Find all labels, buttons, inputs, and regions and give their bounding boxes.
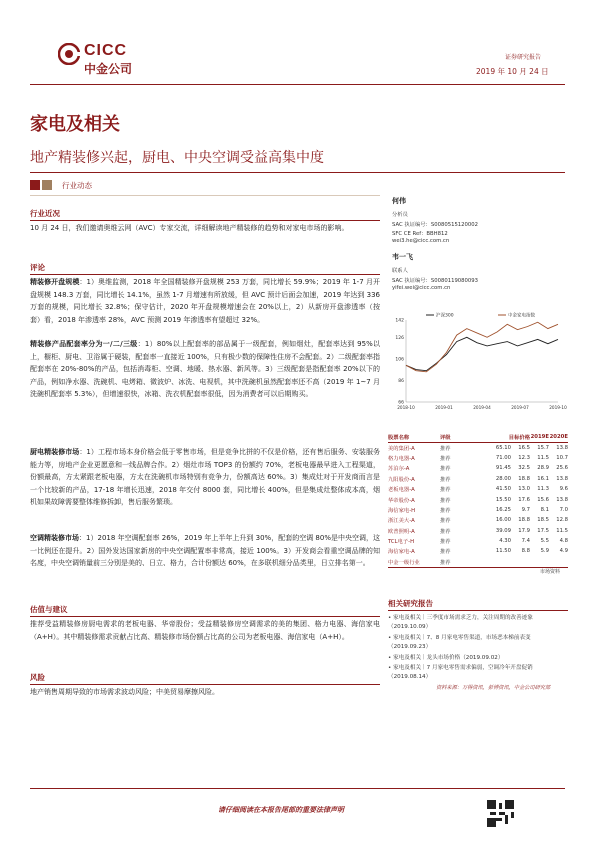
x-tick-label: 2019-10 [549, 405, 567, 410]
stock-name: 华帝股份-A [388, 497, 415, 504]
logo-text-cn: 中金公司 [84, 62, 133, 76]
table-cell: 推荐 [440, 487, 451, 494]
stock-name: 苏泊尔-A [388, 466, 410, 473]
section-paragraph: 厨电精装修市场：1）工程市场本身价格会低于零售市场，但是竞争比拼的不仅是价格，还有售后服务、安装服务能力等，房地产企业更愿意和一线品牌合作。2）烟灶市场 TOP3 的份额约 70%，老板电器最早进入工程渠道，份额最高，方太紧跟老板电器，方太在洗碗机市场特别有竞争力，份额高达 60%。3）集成灶对于开发商而言是一个比较新的产品，17-18 年增长迅速，2018 年交付 8000 套，同比增长 400%，但是集成灶整体成本高，烟机如果故障需要整体维修拆卸，售后服务繁琐。 [30, 448, 381, 507]
analyst-license: SAC 执证编号：S0080119080093 [392, 278, 479, 284]
stock-name: 海信家电-A [388, 549, 415, 556]
y-tick-label: 142 [395, 318, 404, 324]
table-cell: 18.8 [518, 517, 530, 524]
stock-name: TCL电子-H [388, 539, 415, 546]
paragraph-lead: 厨电精装修市场 [30, 448, 80, 456]
table-cell: 4.9 [559, 548, 568, 555]
x-tick-label: 2019-07 [511, 405, 529, 410]
header-divider [30, 84, 565, 85]
table-cell [511, 557, 530, 567]
data-source-note: 资料来源：万得资讯，彭博资讯，中金公司研究部 [436, 685, 551, 691]
table-cell: 11.5 [556, 527, 568, 534]
table-cell: 16.1 [537, 475, 549, 482]
table-cell: 9.6 [559, 486, 568, 493]
table-cell: 推荐 [440, 557, 492, 567]
section-divider [30, 274, 380, 275]
table-header-cell: 目标价格 [492, 432, 530, 442]
section-head-valuation: 估值与建议 [30, 605, 68, 614]
section-paragraph: 精装修产品配套率分为一/二/三级：1）80%以上配套率的部品属于一级配套，例如烟灶，配套率达到 95%以上，橱柜、厨电、卫浴属于硬装，配套率一直接近 100%，只有极少数的保障性住房不会配套。2）二级配套率指配套率在 20%-80%的产品，包括消毒柜、空调、地暖、热水器、新风等。3）三级配套是指配套率 20%以下的产品，例如净水器、洗碗机、电烤箱、微波炉、冰洗、电视机，其中洗碗机虽然配套率还不高（2019 年 1~7 月洗碗机配套率 5.3%），但增速很快，冰箱、洗衣机配套率很低，因为消费者可以后期购买。 [30, 340, 380, 399]
related-divider [388, 610, 568, 611]
section-paragraph: 推荐受益精装修房厨电需求的老板电器、华帝股份；受益精装修房空调需求的美的集团、格力电器、海信家电（A+H）。其中精装修需求贡献占比高、精装修市场份额占比高的公司为老板电器、海信家电（A+H）。 [30, 620, 380, 641]
table-row [388, 536, 568, 546]
table-cell: 11.3 [537, 486, 549, 493]
x-tick-label: 2019-04 [473, 405, 491, 410]
table-cell: 13.8 [556, 475, 568, 482]
legend-label: 中金家电指数 [508, 313, 535, 319]
paragraph-lead: 精装修开盘规模 [30, 278, 80, 286]
table-cell: 推荐 [440, 539, 451, 546]
legal-disclaimer: 请仔细阅读在本报告尾部的重要法律声明 [218, 806, 344, 814]
tag-marker-icon [30, 180, 40, 190]
table-row [388, 526, 568, 536]
table-cell: 7.0 [559, 506, 568, 513]
table-cell: 13.8 [556, 444, 568, 451]
legend-label: 沪深300 [436, 313, 454, 319]
related-report-link[interactable]: • 家电及相关｜龙头市场价格（2019.09.02） [388, 655, 504, 661]
report-tag: 行业动态 [62, 181, 92, 190]
table-header-cell: 2019E [530, 432, 549, 442]
y-tick-label: 66 [398, 400, 404, 406]
table-cell: 推荐 [440, 455, 451, 462]
section-head-risk: 风险 [30, 673, 45, 682]
table-row [388, 474, 568, 484]
table-cell: 28.00 [495, 475, 511, 482]
table-cell [492, 557, 511, 567]
y-tick-label: 106 [395, 357, 404, 363]
report-date: 2019 年 10 月 24 日 [476, 67, 549, 76]
table-cell: 17.9 [518, 527, 530, 534]
table-cell: 25.6 [556, 465, 568, 472]
table-row [388, 442, 568, 452]
table-cell: 28.9 [537, 465, 549, 472]
report-type: 证券研究报告 [505, 54, 542, 61]
table-cell: 65.10 [495, 444, 511, 451]
table-row [388, 453, 568, 463]
series-line [406, 337, 558, 370]
report-title: 地产精装修兴起，厨电、中央空调受益高集中度 [30, 150, 324, 166]
table-cell: 17.5 [537, 527, 549, 534]
stock-name: 海信家电-H [388, 507, 416, 514]
section-divider [30, 220, 380, 221]
section-head-comment: 评论 [30, 263, 45, 272]
section-paragraph: 10 月 24 日，我们邀请奥维云网（AVC）专家交流，详细解读地产精装修的趋势和对家电市场的影响。 [30, 224, 349, 232]
table-cell: 5.5 [540, 538, 549, 545]
related-report-link[interactable]: • 家电及相关｜7、8 月家电零售渠道，市场恶本梯前表变（2019.09.23） [388, 635, 531, 650]
table-cell: 15.6 [537, 496, 549, 503]
qr-code-icon [487, 800, 514, 827]
table-cell: 16.00 [495, 517, 511, 524]
section-paragraph: 空调精装修市场：1）2018 年空调配套率 26%，2019 年上半年上升到 30%，配套的空调 80%是中央空调，这一比例还在提升。2）国外发达国家新房的中央空调配置率非常高，接近 100%。3）开发商会看重空调品牌的知名度，中央空调销量前三分别是美的、日立、格力，合计份额达 60%，在多联机细分品类里，日立排名第一。 [30, 534, 381, 568]
table-cell: 12.8 [556, 517, 568, 524]
table-cell: 8.8 [521, 548, 530, 555]
stock-name: 浙江美大-A [388, 518, 415, 525]
table-row [388, 494, 568, 504]
analyst-license: SAC 执证编号：S0080515120002 [392, 222, 479, 228]
analyst-name: 韦一飞 [392, 253, 413, 261]
section-divider [30, 684, 380, 685]
y-tick-label: 86 [398, 378, 404, 384]
table-header-cell: 2020E [549, 432, 568, 442]
analyst-sfc: SFC CE Ref：BBH812 [392, 231, 448, 237]
table-cell: 17.6 [518, 496, 530, 503]
related-report-link[interactable]: • 家电及相关｜三季度市场需求乏力，关注周期的改善迹象（2019.10.09） [388, 615, 533, 630]
table-cell: 推荐 [440, 445, 451, 452]
table-cell: 5.9 [540, 548, 549, 555]
x-tick-label: 2019-01 [435, 405, 453, 410]
table-cell [530, 557, 549, 567]
related-research-head: 相关研究报告 [388, 599, 433, 608]
table-cell: 7.4 [521, 538, 530, 545]
y-tick-label: 126 [395, 335, 404, 341]
paragraph-lead: 精装修产品配套率分为一/二/三级 [30, 340, 138, 348]
table-cell: 12.3 [518, 454, 530, 461]
logo-text-en: CICC [84, 42, 128, 59]
table-source: 市场资料 [540, 569, 561, 575]
stock-name: 九阳股份-A [388, 476, 415, 483]
table-row [388, 505, 568, 515]
table-cell: 8.1 [540, 506, 549, 513]
table-cell: 71.00 [495, 454, 511, 461]
table-cell: 11.50 [495, 548, 511, 555]
section-paragraph: 精装修开盘规模：1）奥维监测，2018 年全国精装修开盘规模 253 万套，同比增长 59.9%；2019 年 1-7 月开盘规模 148.3 万套，同比增长 14.1%，虽然 1-7 月增速有所放缓，但 AVC 预计后面会加速，2019 年达到 336 万套的规模，同比增长 32.8%；保守估计，2020 年开盘规模增速会在 20%以上，2）从新房开盘渗透率（按套）看，2018 年渗透率 28%，AVC 预测 2019 年渗透率有望超过 32%。 [30, 278, 380, 324]
table-cell [549, 557, 568, 567]
section-paragraph: 地产销售周期导致的市场需求波动风险；中美贸易摩擦风险。 [30, 688, 219, 696]
cicc-logo-icon [58, 43, 80, 65]
table-cell: 4.30 [499, 538, 511, 545]
section-divider [30, 616, 380, 617]
table-cell: 18.8 [518, 475, 530, 482]
table-cell: 41.50 [495, 486, 511, 493]
table-row [388, 515, 568, 525]
related-report-link[interactable]: • 家电及相关｜7 月家电零售需求偏弱，空调冷年开盘促销（2019.08.14） [388, 665, 533, 680]
table-cell: 16.25 [495, 506, 511, 513]
title-divider [30, 172, 565, 173]
table-cell: 推荐 [440, 549, 451, 556]
table-cell: 推荐 [440, 518, 451, 525]
table-cell: 16.5 [518, 444, 530, 451]
table-cell: 15.50 [495, 496, 511, 503]
paragraph-lead: 空调精装修市场 [30, 534, 80, 542]
table-cell: 39.09 [495, 527, 511, 534]
table-cell: 4.8 [559, 538, 568, 545]
analyst-email: yifei.wei@cicc.com.cn [392, 285, 451, 291]
table-cell: 推荐 [440, 528, 451, 535]
analyst-name: 何伟 [392, 197, 406, 205]
table-cell: 11.5 [537, 454, 549, 461]
section-head-industry: 行业近况 [30, 209, 60, 218]
tag-marker-icon [42, 180, 52, 190]
table-cell: 18.5 [537, 517, 549, 524]
x-tick-label: 2018-10 [397, 405, 415, 410]
table-cell: 13.0 [518, 486, 530, 493]
table-cell: 推荐 [440, 466, 451, 473]
stock-name: 格力电器-A [388, 455, 415, 462]
table-cell: 15.7 [537, 444, 549, 451]
stock-name: 美的集团-A [388, 445, 415, 452]
footer-divider [30, 788, 565, 789]
table-cell: 10.7 [556, 454, 568, 461]
table-row [388, 546, 568, 556]
performance-line-chart [388, 306, 568, 418]
table-header-cell: 股票名称 [388, 432, 440, 442]
table-cell: 91.45 [495, 465, 511, 472]
analyst-email: wei3.he@cicc.com.cn [392, 238, 450, 244]
table-row [388, 484, 568, 494]
table-cell: 32.5 [518, 465, 530, 472]
table-cell: 推荐 [440, 507, 451, 514]
stock-name: 欧普照明-A [388, 528, 415, 535]
table-row [388, 557, 568, 567]
table-cell: 9.7 [521, 506, 530, 513]
table-header-cell: 评级 [440, 432, 492, 442]
stock-name: 老板电器-A [388, 487, 415, 494]
tag-divider [30, 195, 380, 196]
analyst-role: 联系人 [392, 268, 408, 274]
table-cell: 13.8 [556, 496, 568, 503]
analyst-role: 分析员 [392, 212, 408, 218]
table-cell: 推荐 [440, 497, 451, 504]
table-row [388, 463, 568, 473]
sector-title: 家电及相关 [30, 114, 120, 135]
coverage-table [388, 432, 568, 568]
series-line [406, 322, 558, 372]
table-cell: 推荐 [440, 476, 451, 483]
stock-name: 中金一级行业 [388, 557, 440, 567]
